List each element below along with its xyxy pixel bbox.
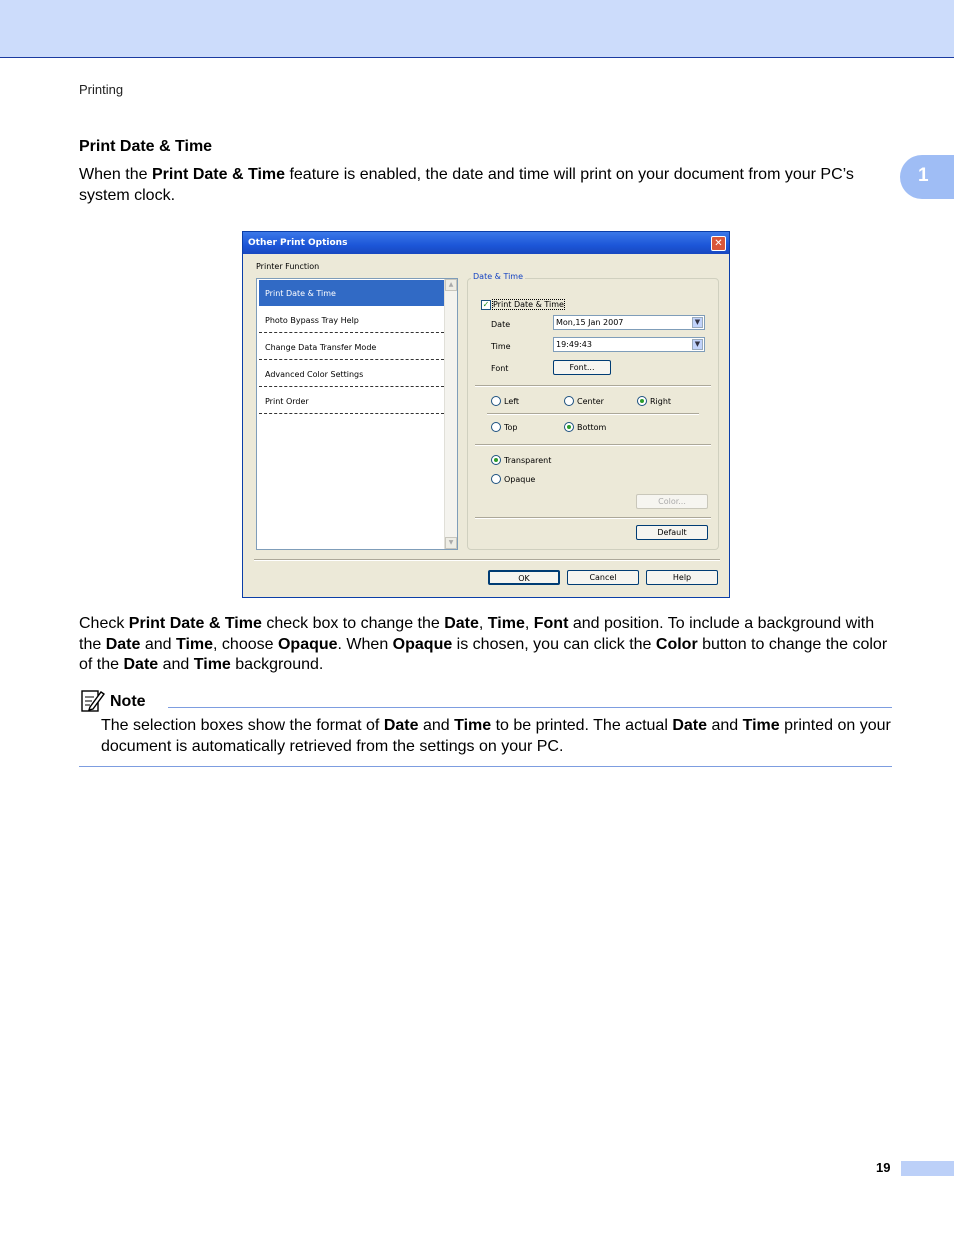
time-label: Time (491, 342, 511, 351)
bold-term: Time (175, 635, 214, 653)
bold-term: Time (193, 656, 231, 673)
list-item[interactable]: Print Order (259, 388, 444, 414)
checkbox-label: Print Date & Time (493, 300, 564, 309)
bold-term: Print Date & Time (128, 615, 262, 632)
text-run: , choose (213, 635, 278, 653)
center-radio[interactable] (564, 396, 574, 406)
chapter-number: 1 (918, 165, 929, 186)
top-radio[interactable] (491, 422, 501, 432)
time-select[interactable]: 19:49:43 ▼ (553, 337, 705, 352)
header-band (0, 0, 954, 58)
text-run: button to change the color of the (79, 635, 888, 673)
list-item[interactable]: Advanced Color Settings (259, 361, 444, 387)
divider (475, 385, 711, 387)
help-button[interactable]: Help (646, 570, 718, 585)
footer-bar (901, 1161, 954, 1176)
opaque-label: Opaque (504, 475, 536, 484)
bold-term: Time (742, 717, 780, 734)
cancel-button[interactable]: Cancel (567, 570, 639, 585)
section-title: Print Date & Time (79, 138, 213, 155)
bold-term: Print Date & Time (151, 166, 286, 183)
font-label: Font (491, 364, 509, 373)
bold-term: Date (105, 635, 141, 653)
note-rule (168, 707, 892, 708)
top-label: Top (504, 423, 518, 432)
scroll-down-icon[interactable]: ▼ (445, 537, 457, 549)
dialog-title: Other Print Options (248, 238, 348, 248)
text-run: and position. To include a background with the (79, 615, 875, 653)
dialog-title-bar (243, 232, 729, 254)
default-button[interactable]: Default (636, 525, 708, 540)
bold-term: Date (672, 717, 707, 734)
scroll-up-icon[interactable]: ▲ (445, 279, 457, 291)
text-run: , (478, 615, 488, 632)
intro-paragraph (79, 165, 894, 206)
font-button[interactable]: Font... (553, 360, 611, 375)
body-paragraph (79, 614, 894, 676)
right-radio[interactable] (637, 396, 647, 406)
list-item[interactable]: Print Date & Time (259, 280, 444, 306)
bold-term: Color (655, 635, 698, 653)
chevron-down-icon[interactable]: ▼ (692, 339, 703, 350)
note-text (101, 716, 893, 757)
bold-term: Font (533, 615, 569, 632)
print-date-time-checkbox[interactable]: ✓ (482, 300, 490, 309)
breadcrumb: Printing (79, 82, 124, 97)
right-label: Right (650, 397, 672, 406)
text-run: Check (79, 615, 129, 632)
divider (475, 517, 711, 519)
opaque-radio[interactable] (491, 474, 501, 484)
text-run: to be printed. The actual (491, 717, 673, 734)
list-item[interactable]: Photo Bypass Tray Help (259, 307, 444, 333)
text-run: The selection boxes show the format of (101, 717, 384, 734)
text-run: background. (230, 656, 324, 673)
note-bottom-rule (79, 766, 892, 767)
transparent-label: Transparent (504, 456, 552, 465)
text-run: is chosen, you can click the (452, 635, 656, 653)
left-label: Left (504, 397, 520, 406)
divider (487, 413, 699, 415)
text-run: and (158, 656, 194, 673)
text-run: When the (79, 166, 152, 183)
text-run: and (140, 635, 176, 653)
note-pencil-icon (80, 688, 106, 714)
ok-button[interactable]: OK (488, 570, 560, 585)
center-label: Center (577, 397, 604, 406)
text-run: check box to change the (261, 615, 445, 632)
left-radio[interactable] (491, 396, 501, 406)
bold-term: Opaque (277, 635, 338, 653)
divider (254, 559, 720, 561)
close-icon[interactable]: ✕ (711, 236, 726, 251)
text-run: printed on your document is automatically retrieved from the settings on your PC. (101, 717, 891, 755)
transparent-radio[interactable] (491, 455, 501, 465)
color-button[interactable]: Color... (636, 494, 708, 509)
page-number: 19 (876, 1160, 891, 1175)
chapter-tab (900, 155, 954, 199)
divider (475, 444, 711, 446)
text-run: feature is enabled, the date and time will print on your document from your PC’s system clock. (79, 166, 854, 204)
list-item[interactable]: Change Data Transfer Mode (259, 334, 444, 360)
bold-term: Date (123, 656, 159, 673)
bold-term: Date (444, 615, 479, 632)
text-run: and (707, 717, 743, 734)
printer-function-list[interactable] (256, 278, 458, 550)
group-title: Date & Time (473, 272, 524, 281)
bold-term: Date (383, 717, 419, 734)
bottom-label: Bottom (577, 423, 607, 432)
date-label: Date (491, 320, 511, 329)
list-scrollbar[interactable] (444, 279, 457, 549)
text-run: , (524, 615, 534, 632)
bold-term: Time (454, 717, 492, 734)
chevron-down-icon[interactable]: ▼ (692, 317, 703, 328)
printer-function-label: Printer Function (256, 262, 320, 271)
text-run: . When (337, 635, 393, 653)
date-select[interactable]: Mon,15 Jan 2007 ▼ (553, 315, 705, 330)
bottom-radio[interactable] (564, 422, 574, 432)
other-print-options-dialog (242, 231, 730, 598)
text-run: and (418, 717, 455, 734)
note-label: Note (110, 693, 146, 710)
bold-term: Opaque (392, 635, 453, 653)
bold-term: Time (487, 615, 525, 632)
